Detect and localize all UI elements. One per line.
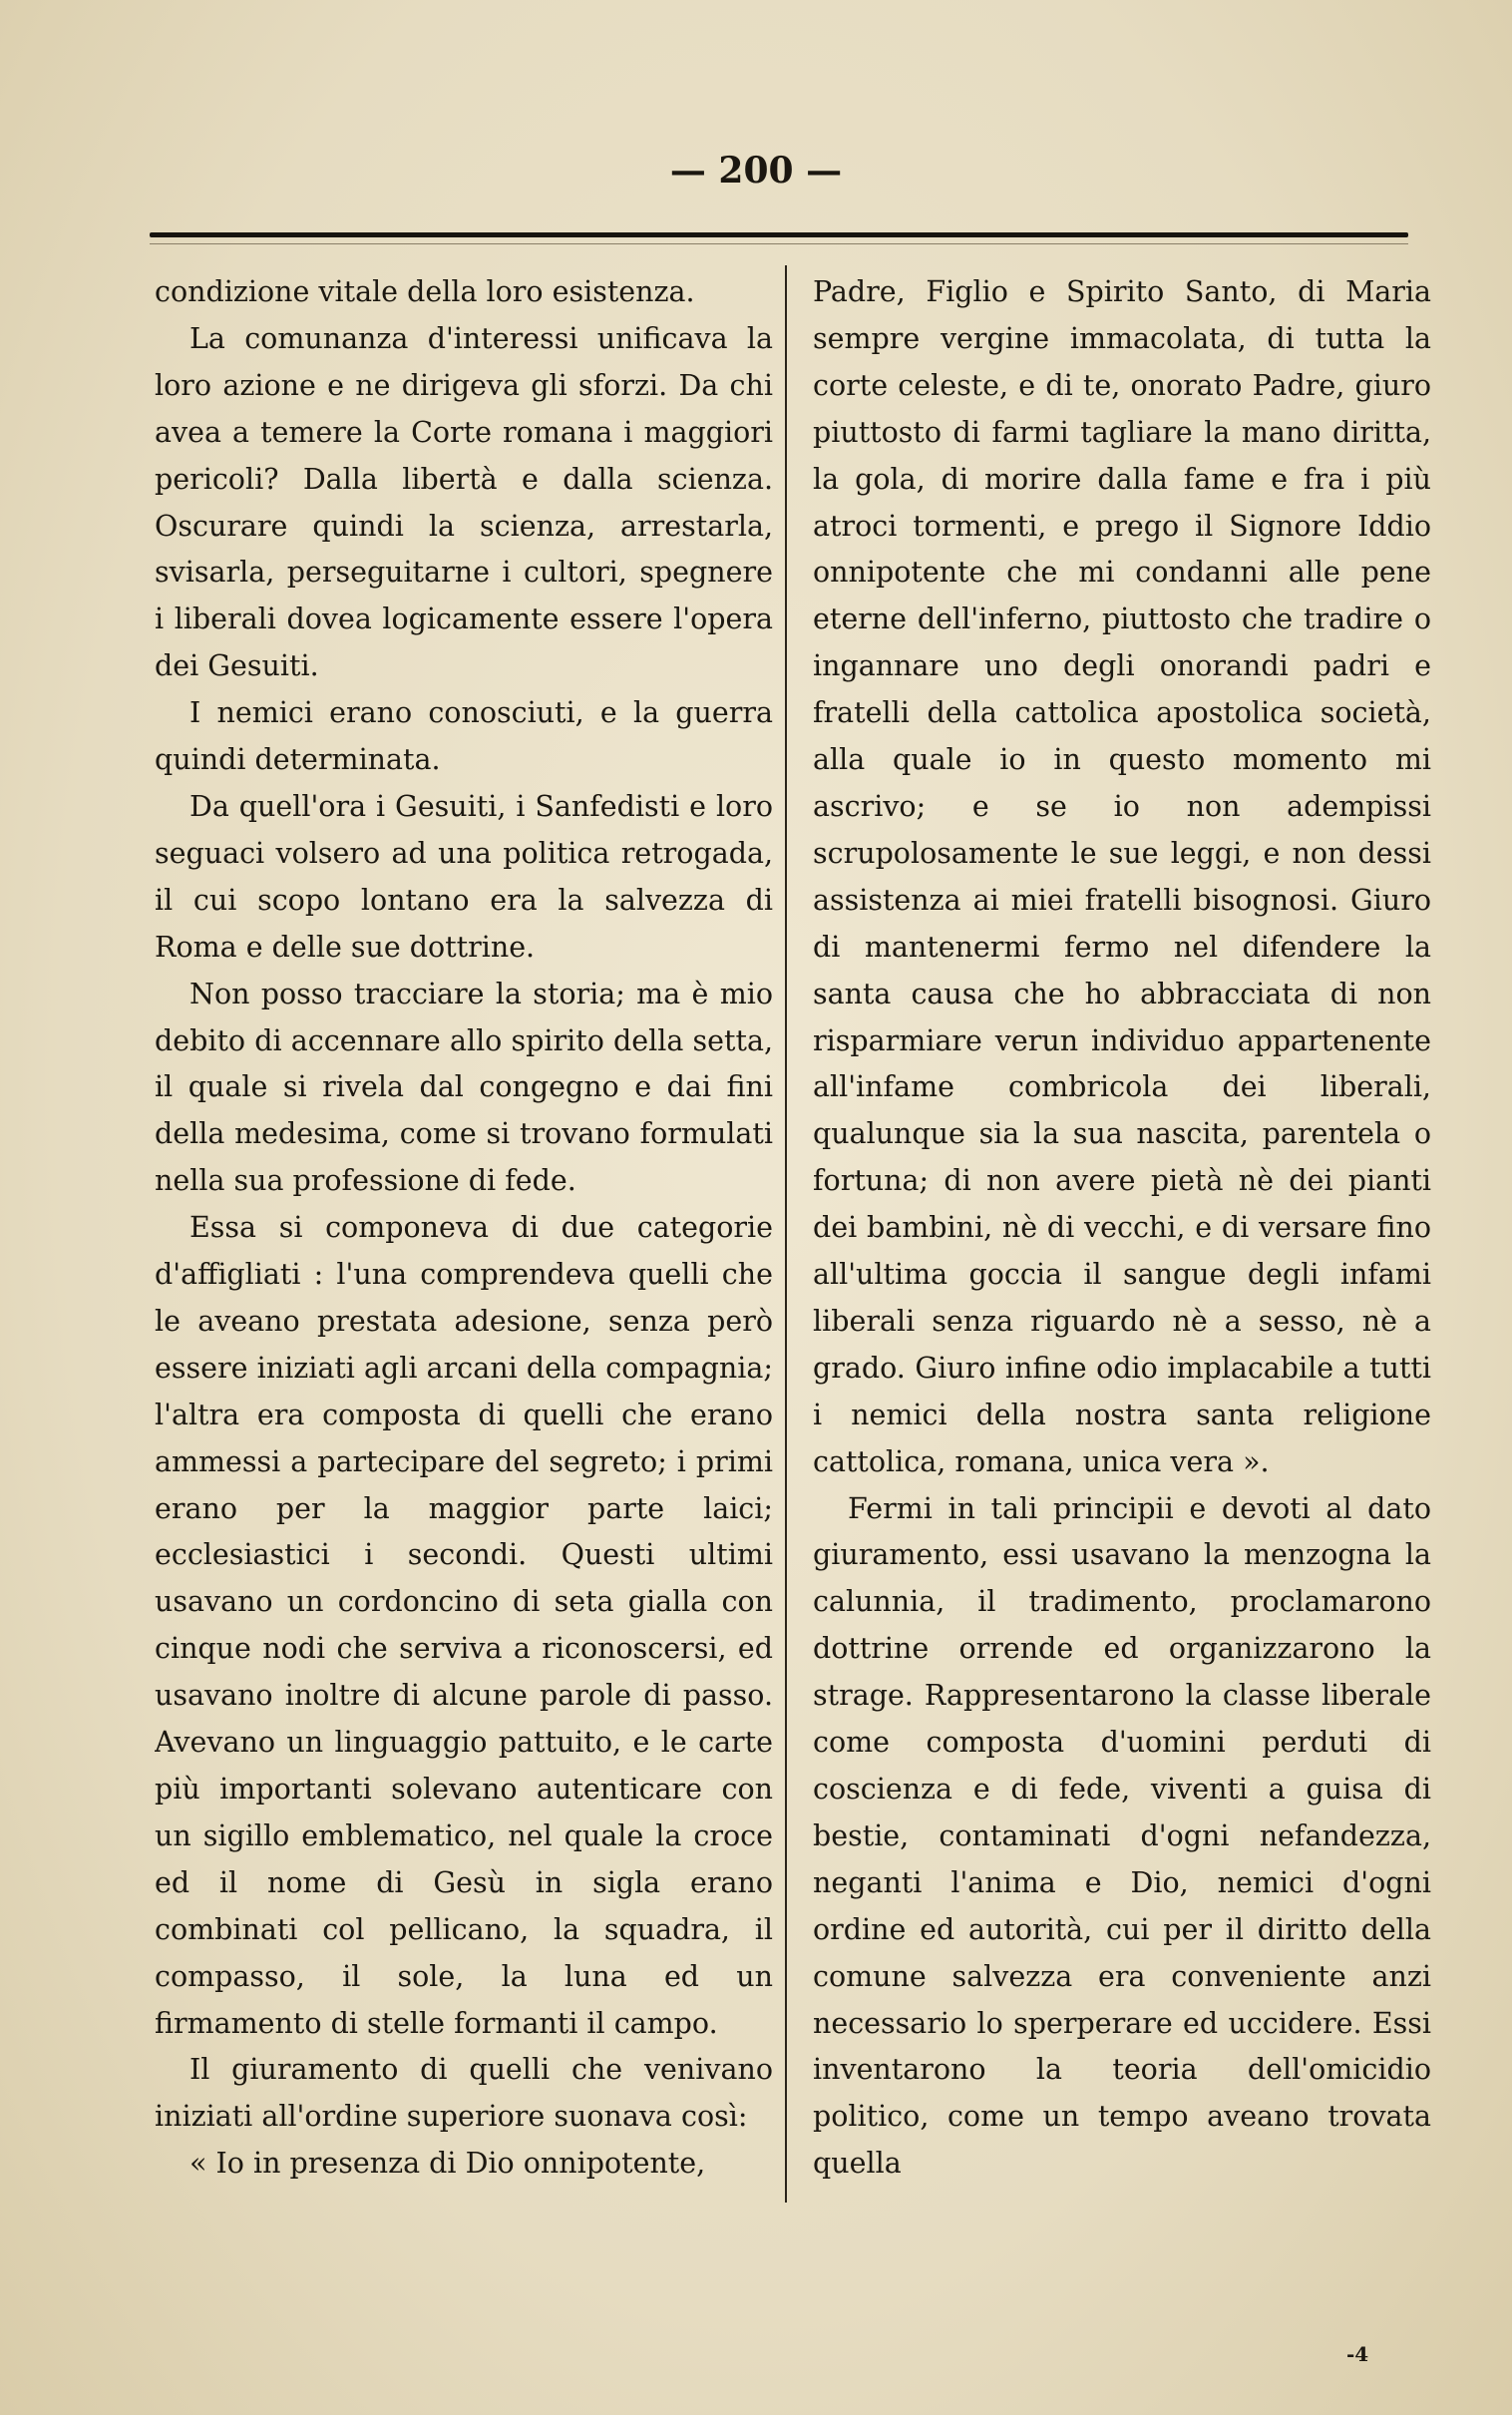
paragraph: I nemici erano conosciuti, e la guerra quindi determinata. (155, 696, 773, 777)
corner-mark: -4 (1346, 2342, 1369, 2366)
paragraph: Non posso tracciare la storia; ma è mio debito di accennare allo spirito della setta, il quale si rivela dal congegno e dai fini della medesima, come si trovano formulati nella sua professione di fede. (155, 977, 773, 1198)
page-number: — 200 — (669, 150, 843, 192)
paragraph: Padre, Figlio e Spirito Santo, di Maria sempre vergine immacolata, di tutta la corte celeste, e di te, onorato Padre, giuro piuttosto di farmi tagliare la mano diritta, la gola, di morire dalla fame e fra i più atroci tormenti, e prego il Signore Iddio onnipotente che mi condanni alle pene eterne dell'inferno, piuttosto che tradire o ingannare uno degli onorandi padri e fratelli della cattolica apostolica società, alla quale io in questo momento mi ascrivo; e se io non adempissi scrupolosamente le sue leggi, e non dessi assistenza ai miei fratelli bisognosi. Giuro di mantenermi fermo nel difendere la santa causa che ho abbracciata di non risparmiare verun individuo appartenente all'infame combricola dei liberali, qualunque sia la sua nascita, parentela o fortuna; di non avere pietà nè dei pianti dei bambini, nè di vecchi, e di versare fino all'ultima goccia il sangue degli infami liberali senza riguardo nè a sesso, nè a grado. Giuro infine odio implacabile a tutti i nemici della nostra santa religione cattolica, romana, unica vera ». (813, 275, 1431, 1478)
paragraph: Da quell'ora i Gesuiti, i Sanfedisti e loro seguaci volsero ad una politica retrogada, il cui scopo lontano era la salvezza di Roma e delle sue dottrine. (155, 789, 773, 964)
right-column (813, 269, 1431, 2210)
paragraph: condizione vitale della loro esistenza. (155, 275, 695, 308)
paragraph: Fermi in tali principii e devoti al dato giuramento, essi usavano la menzogna la calunnia, il tradimento, proclamarono dottrine orrende ed organizzarono la strage. Rappresentarono la classe liberale come composta d'uomini perduti di coscienza e di fede, viventi a guisa di bestie, contaminati d'ogni nefandezza, neganti l'anima e Dio, nemici d'ogni ordine ed autorità, cui per il diritto della comune salvezza era conveniente anzi necessario lo sperperare ed uccidere. Essi inventarono la teoria dell'omicidio politico, come un tempo aveano trovata quella (813, 1491, 1431, 2181)
paragraph: « Io in presenza di Dio onnipotente, (189, 2147, 706, 2181)
left-column (155, 269, 773, 2210)
paragraph: Il giuramento di quelli che venivano iniziati all'ordine superiore suonava così: (155, 2053, 773, 2134)
header-rule-thin (150, 243, 1408, 244)
paragraph: Essa si componeva di due categorie d'affigliati : l'una comprendeva quelli che le aveano prestata adesione, senza però essere iniziati agli arcani della compagnia; l'altra era composta di quelli che erano ammessi a partecipare del segreto; i primi erano per la maggior parte laici; ecclesiastici i secondi. Questi ultimi usavano un cordoncino di seta gialla con cinque nodi che serviva a riconoscersi, ed usavano inoltre di alcune parole di passo. Avevano un linguaggio pattuito, e le carte più importanti solevano autenticare con un sigillo emblematico, nel quale la croce ed il nome di Gesù in sigla erano combinati col pellicano, la squadra, il compasso, il sole, la luna ed un firmamento di stelle formanti il campo. (155, 1211, 773, 2040)
paragraph: La comunanza d'interessi unificava la loro azione e ne dirigeva gli sforzi. Da chi avea a temere la Corte romana i maggiori pericoli? Dalla libertà e dalla scienza. Oscurare quindi la scienza, arrestarla, svisarla, perseguitarne i cultori, spegnere i liberali dovea logicamente essere l'opera dei Gesuiti. (155, 321, 773, 683)
header-rule (150, 232, 1408, 237)
column-divider (785, 265, 787, 2203)
